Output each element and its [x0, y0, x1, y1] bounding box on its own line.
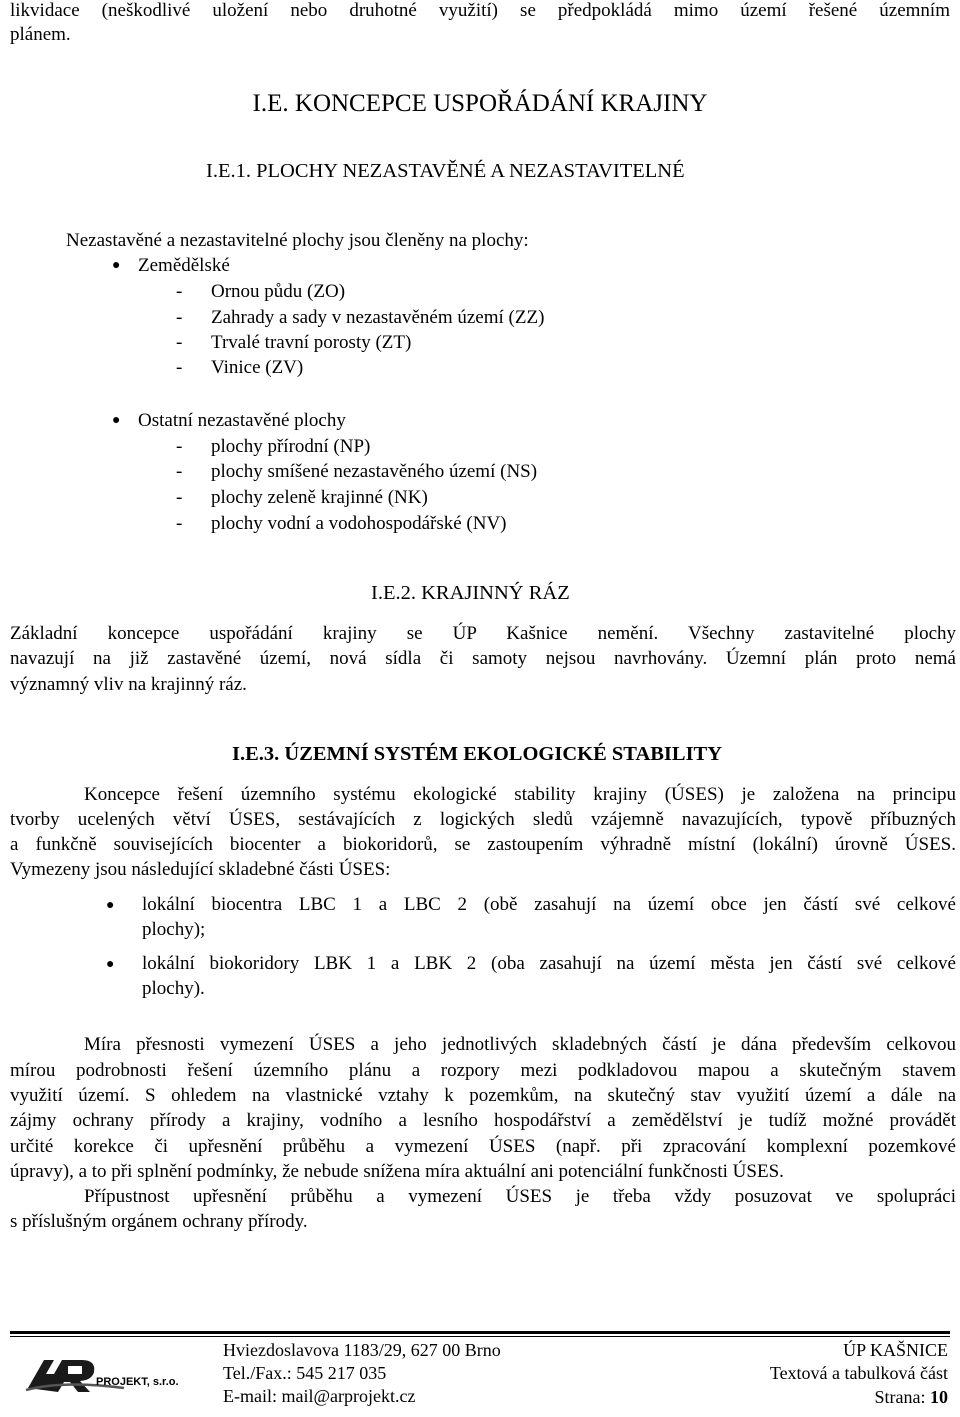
footer-rule-thin — [10, 1336, 950, 1337]
subsection-heading: I.E.1. PLOCHY NEZASTAVĚNÉ A NEZASTAVITELNÉ — [206, 160, 685, 182]
body-line: určité korekce či upřesnění průběhu a vymezení ÚSES (např. při zpracování komplexní pozemkové — [10, 1136, 956, 1157]
body-line: s příslušným orgánem ochrany přírody. — [10, 1211, 308, 1232]
body-line: využití území. S ohledem na vlastnické vztahy k pozemkům, na skutečný stav využití území a dále na — [10, 1085, 956, 1106]
page-label: Strana: — [874, 1387, 926, 1407]
bullet-icon: ● — [106, 898, 115, 913]
body-line: a funkčně souvisejících biocenter a biokoridorů, se zastoupením výhradně místní (lokální) úrovně ÚSES. — [10, 834, 956, 855]
dash-marker: - — [176, 513, 183, 534]
dash-marker: - — [176, 332, 183, 353]
body-line: likvidace (neškodlivé uložení nebo druhotné využití) se předpokládá mimo území řešené územním — [10, 0, 950, 21]
body-line: Přípustnost upřesnění průběhu a vymezení ÚSES je třeba vždy posuzovat ve spolupráci — [84, 1186, 956, 1207]
footer-phone: Tel./Fax.: 545 217 035 — [223, 1363, 387, 1383]
dash-marker: - — [176, 281, 183, 302]
body-line: Vymezeny jsou následující skladebné části ÚSES: — [10, 859, 391, 880]
list-item: plochy vodní a vodohospodářské (NV) — [211, 513, 507, 534]
list-item: Ornou půdu (ZO) — [211, 281, 346, 302]
list-item: plochy zeleně krajinné (NK) — [211, 487, 428, 508]
footer-email: E-mail: mail@arprojekt.cz — [223, 1386, 416, 1406]
bullet-icon: ● — [112, 413, 121, 428]
subsection-heading: I.E.2. KRAJINNÝ RÁZ — [371, 582, 570, 604]
list-item: plochy smíšené nezastavěného území (NS) — [211, 461, 538, 482]
body-line: plánem. — [10, 24, 71, 45]
body-line: zájmy ochrany přírody a krajiny, vodního a lesního hospodářství a zemědělství je tudíž možné provádět — [10, 1110, 956, 1131]
list-item: lokální biocentra LBC 1 a LBC 2 (obě zasahují na území obce jen částí své celkové — [142, 894, 956, 915]
footer-rule-thick — [10, 1331, 950, 1334]
bullet-icon: ● — [106, 957, 115, 972]
page-number: 10 — [930, 1387, 948, 1407]
dash-marker: - — [176, 436, 183, 457]
list-item: plochy přírodní (NP) — [211, 436, 371, 457]
bullet-icon: ● — [112, 258, 121, 273]
footer-doc-title: ÚP KAŠNICE — [843, 1340, 948, 1360]
body-line: navazují na již zastavěné území, nová sídla či samoty nejsou navrhovány. Územní plán proto nemá — [10, 648, 956, 669]
footer-page — [875, 1387, 949, 1408]
body-line: Míra přesnosti vymezení ÚSES a jeho jednotlivých skladebných částí je dána především celkovou — [84, 1034, 956, 1055]
list-item: Vinice (ZV) — [211, 357, 304, 378]
body-line: Koncepce řešení územního systému ekologické stability krajiny (ÚSES) je založena na principu — [84, 784, 956, 805]
body-line: úpravy), a to při splnění podmínky, že nebude snížena míra aktuální ani potenciální funkčnosti ÚSES. — [10, 1161, 784, 1182]
body-line: významný vliv na krajinný ráz. — [10, 674, 247, 695]
list-item: Zahrady a sady v nezastavěném území (ZZ) — [211, 307, 545, 328]
logo-company-name: PROJEKT, s.r.o. — [96, 1376, 179, 1388]
group-title: Zemědělské — [138, 255, 230, 276]
section-heading: I.E. KONCEPCE USPOŘÁDÁNÍ KRAJINY — [252, 90, 708, 117]
list-item-continuation: plochy); — [142, 919, 206, 940]
group-title: Ostatní nezastavěné plochy — [138, 410, 346, 431]
list-item: Trvalé travní porosty (ZT) — [211, 332, 412, 353]
footer-address: Hviezdoslavova 1183/29, 627 00 Brno — [223, 1340, 501, 1360]
dash-marker: - — [176, 461, 183, 482]
body-line: mírou podrobnosti řešení územního plánu a rozpory mezi podkladovou mapou a skutečným stavem — [10, 1060, 956, 1081]
body-line: Základní koncepce uspořádání krajiny se ÚP Kašnice nemění. Všechny zastavitelné plochy — [10, 623, 956, 644]
dash-marker: - — [176, 487, 183, 508]
dash-marker: - — [176, 307, 183, 328]
list-item-continuation: plochy). — [142, 978, 205, 999]
body-line: tvorby ucelených větví ÚSES, sestávajících z logických sledů vzájemně navazujících, typově příbuzných — [10, 809, 956, 830]
intro-text: Nezastavěné a nezastavitelné plochy jsou členěny na plochy: — [66, 230, 529, 251]
dash-marker: - — [176, 357, 183, 378]
company-logo — [24, 1352, 194, 1394]
list-item: lokální biokoridory LBK 1 a LBK 2 (oba zasahují na území města jen částí své celkové — [142, 953, 956, 974]
footer-doc-subtitle: Textová a tabulková část — [769, 1363, 948, 1383]
subsection-heading: I.E.3. ÚZEMNÍ SYSTÉM EKOLOGICKÉ STABILITY — [232, 743, 723, 765]
